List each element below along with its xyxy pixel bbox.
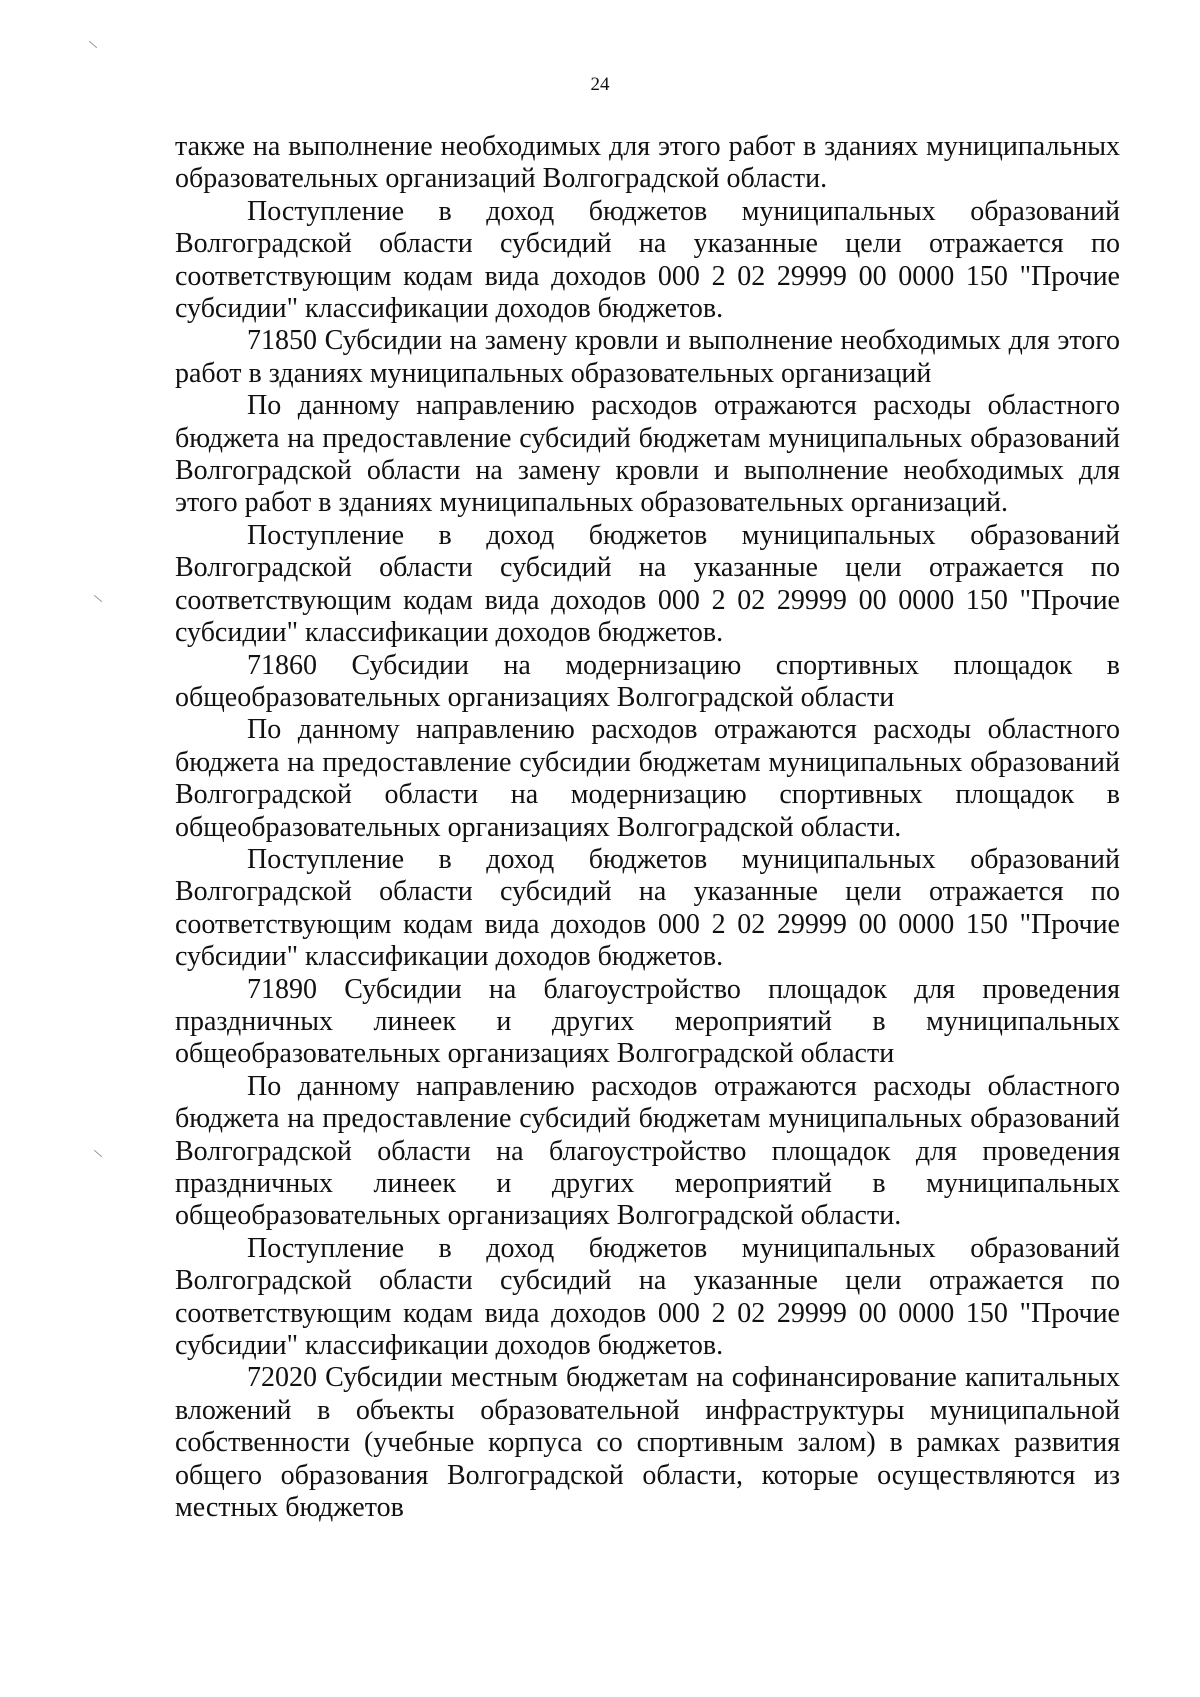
- section-heading-71850: 71850 Субсидии на замену кровли и выполнение необходимых для этого работ в зданиях муниципальных образовательных организаций: [175, 325, 1120, 389]
- scan-artifact: [89, 41, 97, 48]
- section-heading-72020: 72020 Субсидии местным бюджетам на софинансирование капитальных вложений в объекты образовательной инфраструктуры муниципальной собственности (учебные корпуса со спортивным залом) в рамках развития общего образования Волгоградской области, которые осуществляются из местных бюджетов: [175, 1362, 1120, 1524]
- paragraph-expense-description: По данному направлению расходов отражаются расходы областного бюджета на предоставление субсидий бюджетам муниципальных образований Волгоградской области на благоустройство площадок для проведения праздничных линеек и других мероприятий в муниципальных общеобразовательных организациях Волгоградской области.: [175, 1070, 1120, 1232]
- paragraph-income-note: Поступление в доход бюджетов муниципальных образований Волгоградской области субсидий на указанные цели отражается по соответствующим кодам вида доходов 000 2 02 29999 00 0000 150 "Прочие субсидии" классификации доходов бюджетов.: [175, 195, 1120, 325]
- paragraph-continuation: также на выполнение необходимых для этого работ в зданиях муниципальных образовательных организаций Волгоградской области.: [175, 131, 1120, 195]
- paragraph-income-note: Поступление в доход бюджетов муниципальных образований Волгоградской области субсидий на указанные цели отражается по соответствующим кодам вида доходов 000 2 02 29999 00 0000 150 "Прочие субсидии" классификации доходов бюджетов.: [175, 843, 1120, 973]
- paragraph-income-note: Поступление в доход бюджетов муниципальных образований Волгоградской области субсидий на указанные цели отражается по соответствующим кодам вида доходов 000 2 02 29999 00 0000 150 "Прочие субсидии" классификации доходов бюджетов.: [175, 1232, 1120, 1362]
- paragraph-expense-description: По данному направлению расходов отражаются расходы областного бюджета на предоставление субсидий бюджетам муниципальных образований Волгоградской области на замену кровли и выполнение необходимых для этого работ в зданиях муниципальных образовательных организаций.: [175, 390, 1120, 519]
- paragraph-income-note: Поступление в доход бюджетов муниципальных образований Волгоградской области субсидий на указанные цели отражается по соответствующим кодам вида доходов 000 2 02 29999 00 0000 150 "Прочие субсидии" классификации доходов бюджетов.: [175, 519, 1120, 649]
- section-heading-71890: 71890 Субсидии на благоустройство площадок для проведения праздничных линеек и других мероприятий в муниципальных общеобразовательных организациях Волгоградской области: [175, 973, 1120, 1070]
- scan-artifact: [94, 1150, 102, 1157]
- page-number: 24: [590, 74, 610, 95]
- paragraph-expense-description: По данному направлению расходов отражаются расходы областного бюджета на предоставление субсидии бюджетам муниципальных образований Волгоградской области на модернизацию спортивных площадок в общеобразовательных организациях Волгоградской области.: [175, 714, 1120, 843]
- scan-artifact: [94, 595, 102, 602]
- section-heading-71860: 71860 Субсидии на модернизацию спортивных площадок в общеобразовательных организациях Волгоградской области: [175, 649, 1120, 713]
- document-body: [175, 131, 1120, 1524]
